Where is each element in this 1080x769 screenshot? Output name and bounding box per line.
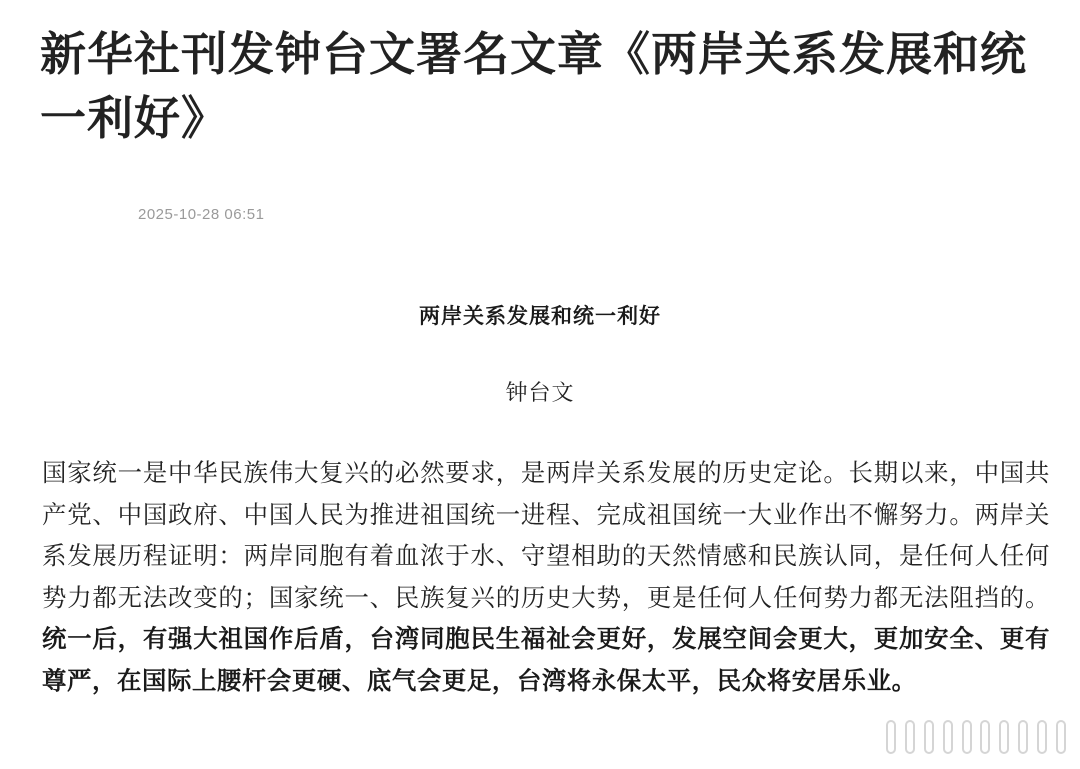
headline: 新华社刊发钟台文署名文章《两岸关系发展和统一利好》 xyxy=(40,27,1027,145)
publish-timestamp: 2025-10-28 06:51 xyxy=(138,206,265,223)
article-paragraph xyxy=(42,452,1050,701)
article-author: 钟台文 xyxy=(505,381,575,406)
paragraph-text: 国家统一是中华民族伟大复兴的必然要求，是两岸关系发展的历史定论。长期以来，中国共产党、中国政府、中国人民为推进祖国统一进程、完成祖国统一大业作出不懈努力。两岸关系发展历程证明：两岸同胞有着血浓于水、守望相助的天然情感和民族认同，是任何人任何势力都无法改变的；国家统一、民族复兴的历史大势，更是任何人任何势力都无法阻挡的。 xyxy=(42,458,1050,612)
watermark-bars-icon xyxy=(886,715,1066,759)
article-title: 两岸关系发展和统一利好 xyxy=(419,304,661,328)
paragraph-emphasis: 统一后，有强大祖国作后盾，台湾同胞民生福祉会更好，发展空间会更大，更加安全、更有尊严，在国际上腰杆会更硬、底气会更足，台湾将永保太平，民众将安居乐业。 xyxy=(42,624,1050,695)
